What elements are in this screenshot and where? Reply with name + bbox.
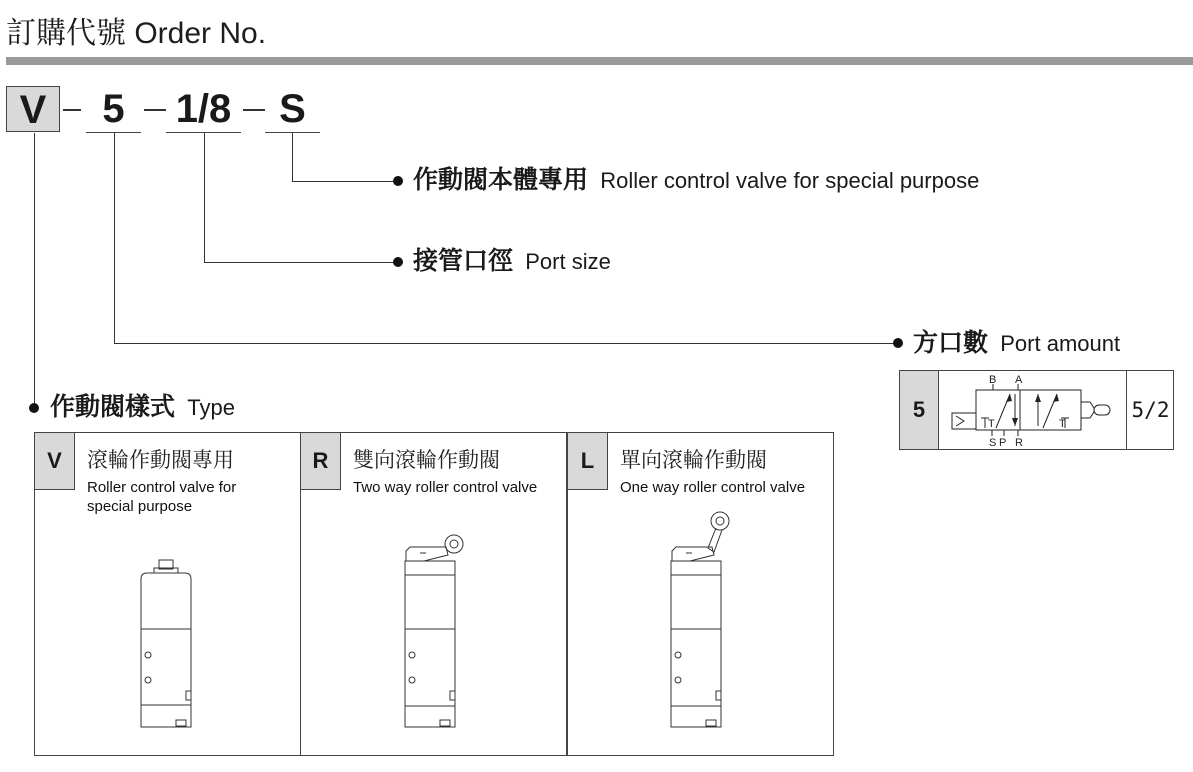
valve-label-r: R [1015, 437, 1023, 448]
valve-label-t-left: T [988, 418, 995, 430]
callout-port-amount [913, 329, 1120, 358]
valve-label-p: P [999, 437, 1007, 448]
type-panel-l [567, 432, 834, 756]
valve-label-b: B [989, 374, 997, 386]
valve-label-a: A [1015, 374, 1023, 386]
type-en-r-line1: Two way roller control valve [353, 479, 538, 496]
callout-special-en: Roller control valve for special purpose [600, 168, 980, 193]
mount-hole-2 [145, 677, 151, 683]
valve-arrow-3 [1035, 394, 1041, 402]
leader-port-size-v [204, 133, 205, 263]
page-title-cn: 訂購代號 [6, 17, 126, 50]
callout-port-size-en: Port size [525, 249, 611, 274]
port-amount-key: 5 [900, 371, 939, 449]
valve-body [405, 575, 455, 727]
type-en-v-line2: special purpose [87, 498, 193, 515]
callout-type-cn: 作動閥樣式 [50, 393, 176, 421]
valve-symbol [940, 372, 1124, 448]
title-rule [6, 57, 1193, 65]
leader-port-size-dot [393, 257, 403, 267]
type-key-v: V [35, 433, 75, 490]
type-en-v-line1: Roller control valve for [87, 479, 237, 496]
roller-inner [450, 540, 458, 548]
leader-type-v [34, 133, 35, 408]
valve-label-t-right: T [1059, 418, 1066, 430]
leader-port-amount-v [114, 133, 115, 344]
mount-hole-1 [145, 652, 151, 658]
roller-outer [445, 535, 463, 553]
callout-port-size-cn: 接管口徑 [413, 247, 514, 275]
page-title [6, 14, 266, 54]
leader-special-dot [393, 176, 403, 186]
callout-type-en: Type [187, 395, 235, 420]
code-dash-3 [243, 109, 265, 111]
mount-hole-1 [409, 652, 415, 658]
type-en-l [620, 478, 834, 497]
roller-lever [672, 547, 714, 561]
leader-type-dot [29, 403, 39, 413]
code-dash-2 [144, 109, 166, 111]
code-dash-1 [63, 109, 81, 111]
type-panel-r [300, 432, 567, 756]
bottom-port [440, 720, 450, 726]
bottom-port [706, 720, 716, 726]
callout-special-cn: 作動閥本體專用 [413, 166, 589, 194]
type-en-l-line1: One way roller control valve [620, 479, 806, 496]
lever-base [405, 561, 455, 575]
valve-roller-actuator [1081, 402, 1094, 418]
code-port-size: 1/8 [175, 87, 232, 131]
type-cn-l: 單向滾輪作動閥 [620, 449, 767, 472]
valve-actuator-arrow [956, 416, 964, 426]
type-panel-v [34, 432, 301, 756]
type-key-r: R [301, 433, 341, 490]
callout-port-amount-en: Port amount [1000, 331, 1121, 356]
page-title-en: Order No. [134, 17, 267, 50]
bottom-port [176, 720, 186, 726]
leader-special-h [292, 181, 398, 182]
callout-port-amount-cn: 方口數 [913, 329, 989, 357]
side-tab [186, 691, 191, 700]
callout-port-size [413, 247, 611, 276]
leader-special-v [292, 133, 293, 182]
mount-hole-1 [675, 652, 681, 658]
callout-type [50, 393, 235, 422]
type-key-l: L [568, 433, 608, 490]
type-en-v [87, 478, 297, 516]
type-en-r [353, 478, 567, 497]
leader-port-size-h [204, 262, 398, 263]
mount-hole-2 [675, 677, 681, 683]
roller-outer [711, 512, 729, 530]
valve-label-s: S [989, 437, 997, 448]
roller-lever [406, 547, 448, 561]
port-amount-value: 5/2 [1126, 371, 1174, 449]
leader-port-amount-h [114, 343, 898, 344]
leader-port-amount-dot [893, 338, 903, 348]
side-tab [716, 691, 721, 700]
valve-drawing-l [662, 508, 742, 733]
roller-inner [716, 517, 724, 525]
valve-drawing-r [396, 531, 476, 733]
valve-body [671, 575, 721, 727]
type-cn-r: 雙向滾輪作動閥 [353, 449, 500, 472]
valve-drawing-v [132, 555, 202, 733]
type-cn-v: 滾輪作動閥專用 [87, 449, 234, 472]
lever-base [671, 561, 721, 575]
code-special: S [279, 87, 306, 131]
code-ports: 5 [102, 87, 125, 131]
code-type-box: V [6, 86, 60, 132]
callout-special [413, 166, 979, 195]
valve-arrow-2 [1012, 418, 1018, 426]
valve-roller [1094, 405, 1110, 415]
valve-body [141, 573, 191, 727]
mount-hole-2 [409, 677, 415, 683]
side-tab [450, 691, 455, 700]
roller-arm [708, 528, 722, 552]
